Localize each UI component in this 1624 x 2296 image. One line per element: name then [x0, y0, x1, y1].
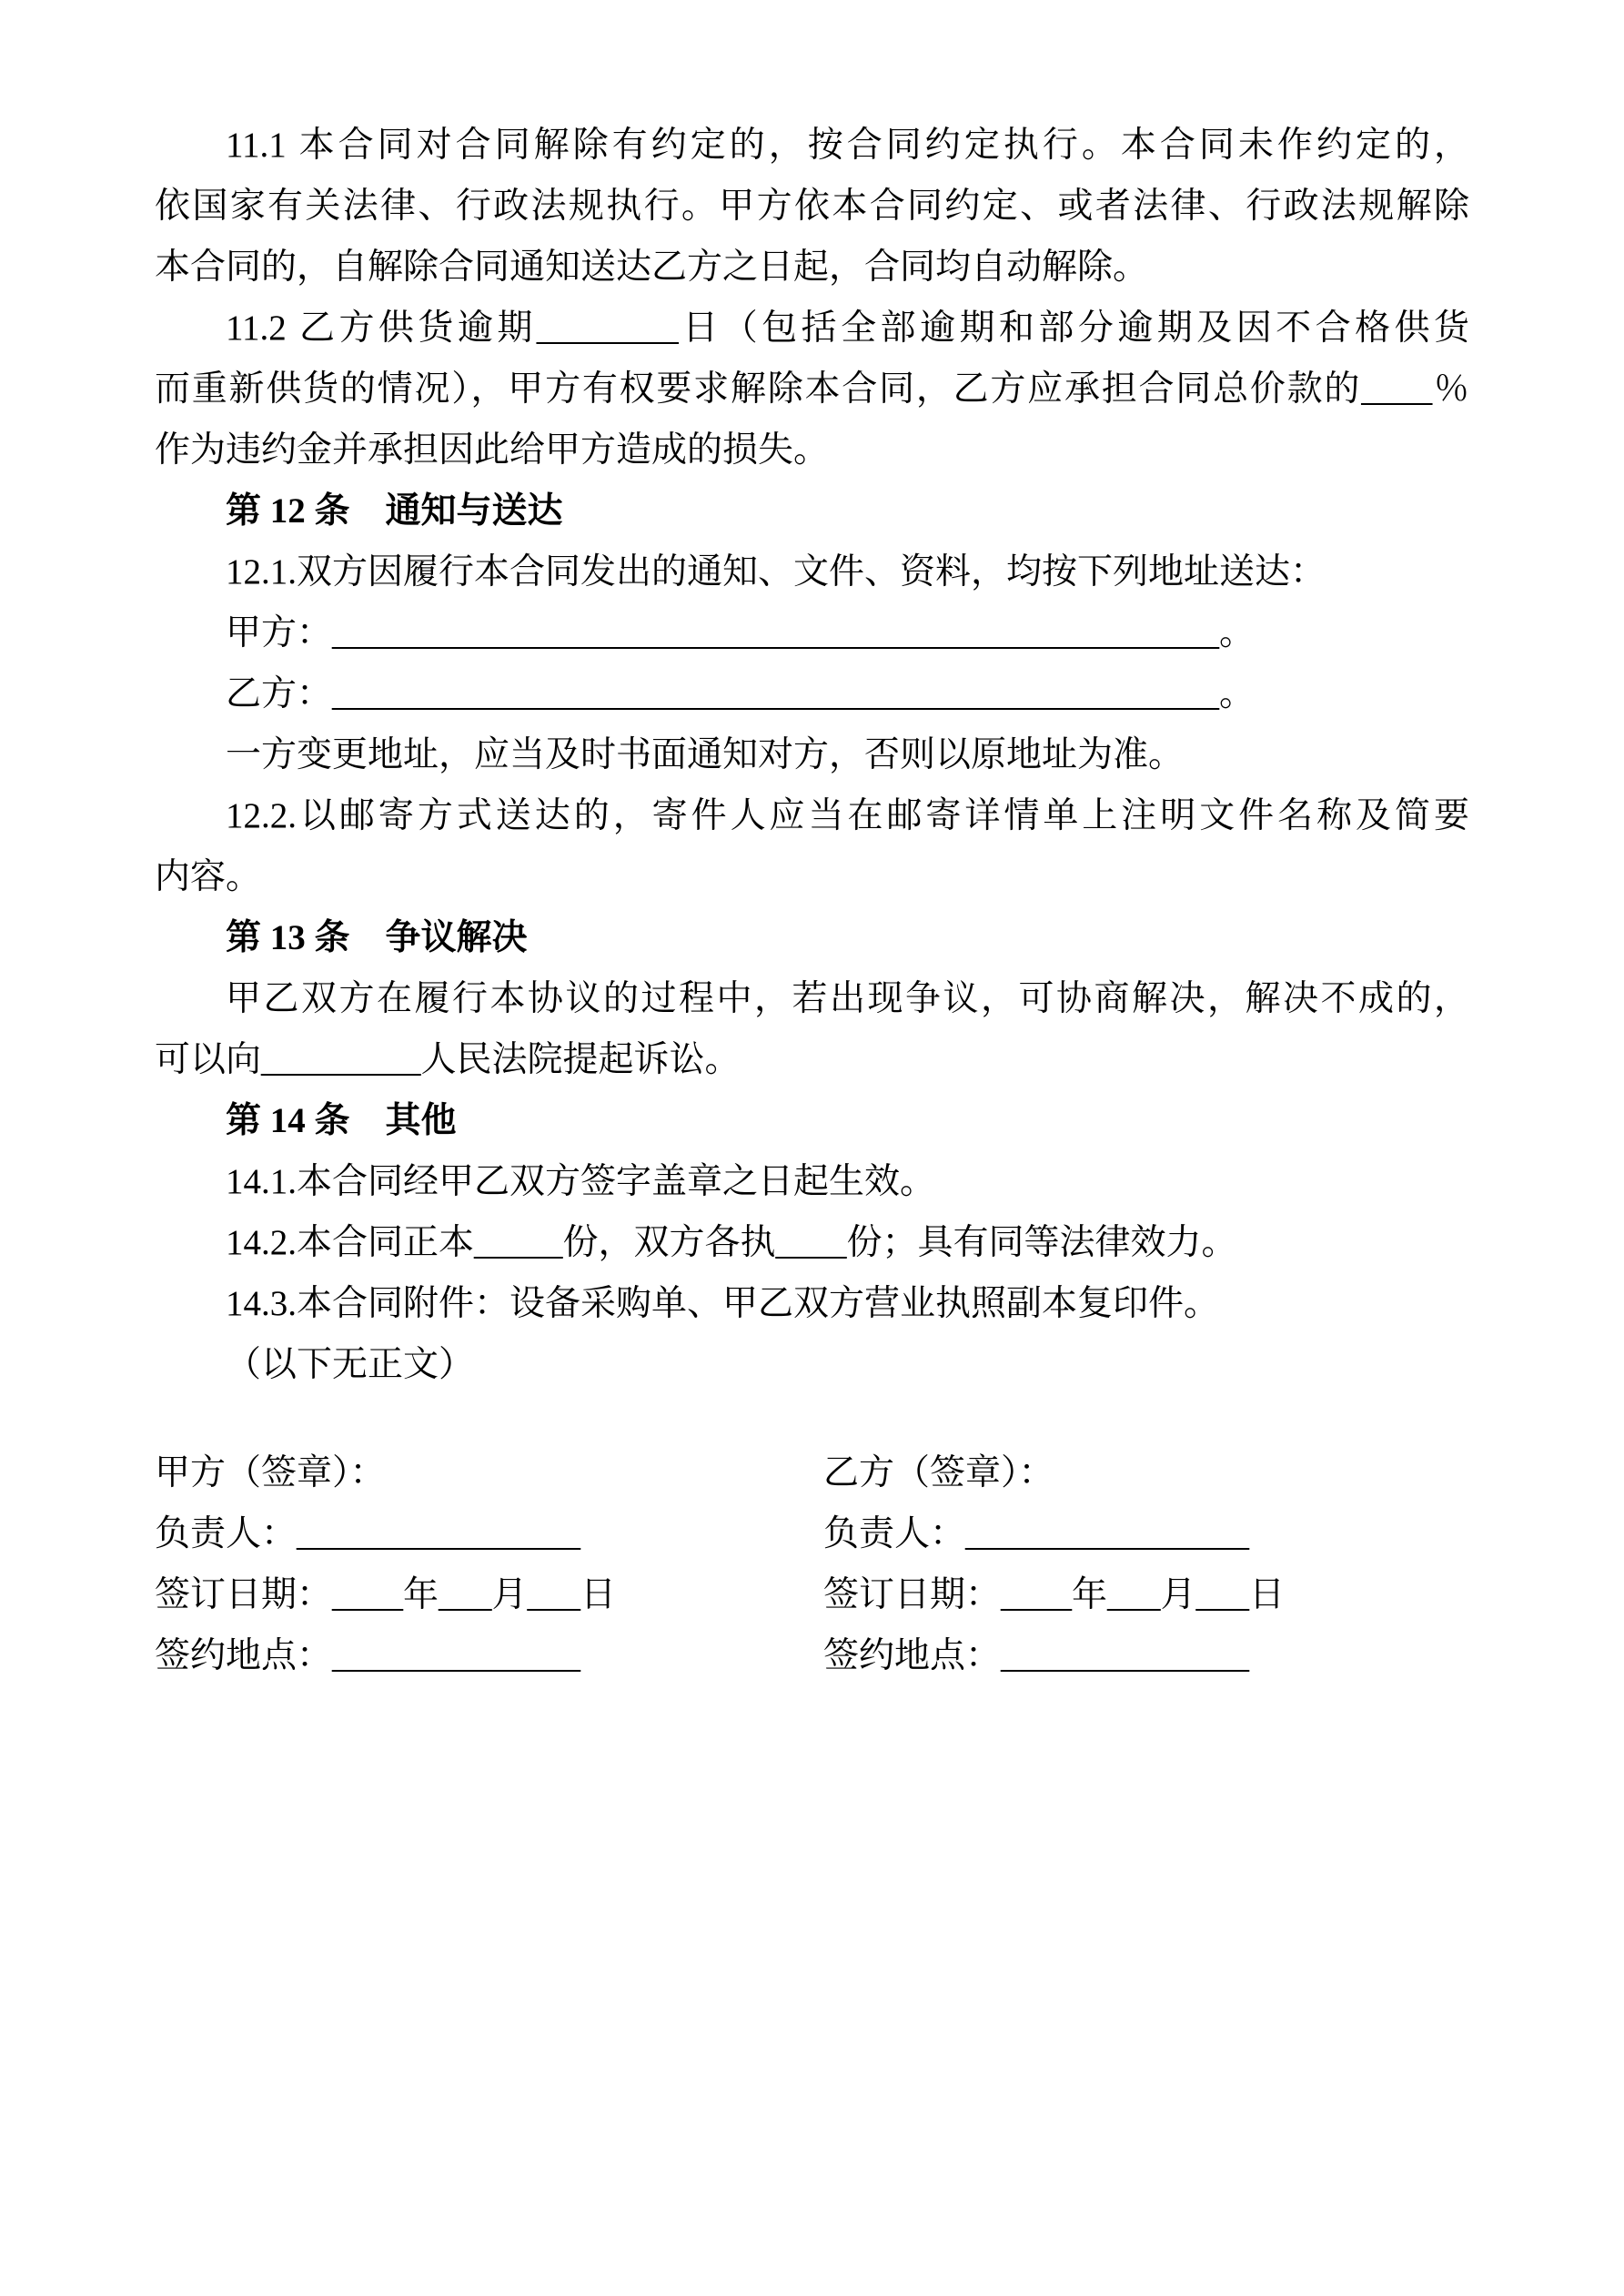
clause-12-2-line-2: 内容。	[155, 857, 262, 896]
clause-12-1: 12.1.双方因履行本合同发出的通知、文件、资料，均按下列地址送达：	[226, 552, 1326, 592]
signature-block	[155, 1442, 1469, 1686]
party-b-seal-label: 乙方（签章）：	[823, 1453, 1054, 1492]
article-14-heading: 第 14 条 其他	[226, 1101, 457, 1140]
article-12-heading: 第 12 条 通知与送达	[226, 491, 563, 531]
dispute-clause-line-2: 可以向_________人民法院提起诉讼。	[155, 1040, 741, 1079]
clause-11-1-line-1: 11.1 本合同对合同解除有约定的，按合同约定执行。本合同未作约定的，	[226, 126, 1469, 165]
clause-12-2-line-1: 12.2.以邮寄方式送达的，寄件人应当在邮寄详情单上注明文件名称及简要	[226, 796, 1469, 835]
clause-14-1: 14.1.本合同经甲乙双方签字盖章之日起生效。	[226, 1162, 936, 1201]
clause-11-1-line-2: 依国家有关法律、行政法规执行。甲方依本合同约定、或者法律、行政法规解除	[155, 187, 1469, 226]
address-change-note: 一方变更地址，应当及时书面通知对方，否则以原地址为准。	[226, 735, 1185, 774]
party-b-principal-line: 负责人：________________	[823, 1514, 1250, 1553]
end-of-text-note: （以下无正文）	[226, 1345, 475, 1384]
party-a-sign-date-line: 签订日期：____年___月___日	[155, 1575, 617, 1614]
party-a-seal-label: 甲方（签章）：	[155, 1453, 386, 1492]
party-a-sign-place-line: 签约地点：______________	[155, 1636, 581, 1675]
party-b-signature	[823, 1442, 1469, 1686]
contract-body	[155, 115, 1469, 1686]
party-b-address-line: 乙方：__________________________________________________。	[226, 674, 1256, 713]
clause-14-3: 14.3.本合同附件：设备采购单、甲乙双方营业执照副本复印件。	[226, 1284, 1220, 1323]
party-a-principal-line: 负责人：________________	[155, 1514, 581, 1553]
clause-11-2-line-3: 作为违约金并承担因此给甲方造成的损失。	[155, 430, 830, 470]
party-a-signature	[155, 1442, 823, 1686]
party-b-sign-date-line: 签订日期：____年___月___日	[823, 1575, 1286, 1614]
clause-14-2: 14.2.本合同正本_____份，双方各执____份；具有同等法律效力。	[226, 1223, 1237, 1262]
party-a-address-line: 甲方：__________________________________________________。	[226, 613, 1256, 652]
party-b-sign-place-line: 签约地点：______________	[823, 1636, 1250, 1675]
clause-11-2-line-1: 11.2 乙方供货逾期________日（包括全部逾期和部分逾期及因不合格供货	[226, 308, 1469, 348]
article-13-heading: 第 13 条 争议解决	[226, 918, 528, 957]
dispute-clause-line-1: 甲乙双方在履行本协议的过程中，若出现争议，可协商解决，解决不成的，	[226, 979, 1469, 1018]
clause-11-1-line-3: 本合同的，自解除合同通知送达乙方之日起，合同均自动解除。	[155, 248, 1149, 287]
clause-11-2-line-2: 而重新供货的情况），甲方有权要求解除本合同，乙方应承担合同总价款的____％	[155, 369, 1469, 409]
